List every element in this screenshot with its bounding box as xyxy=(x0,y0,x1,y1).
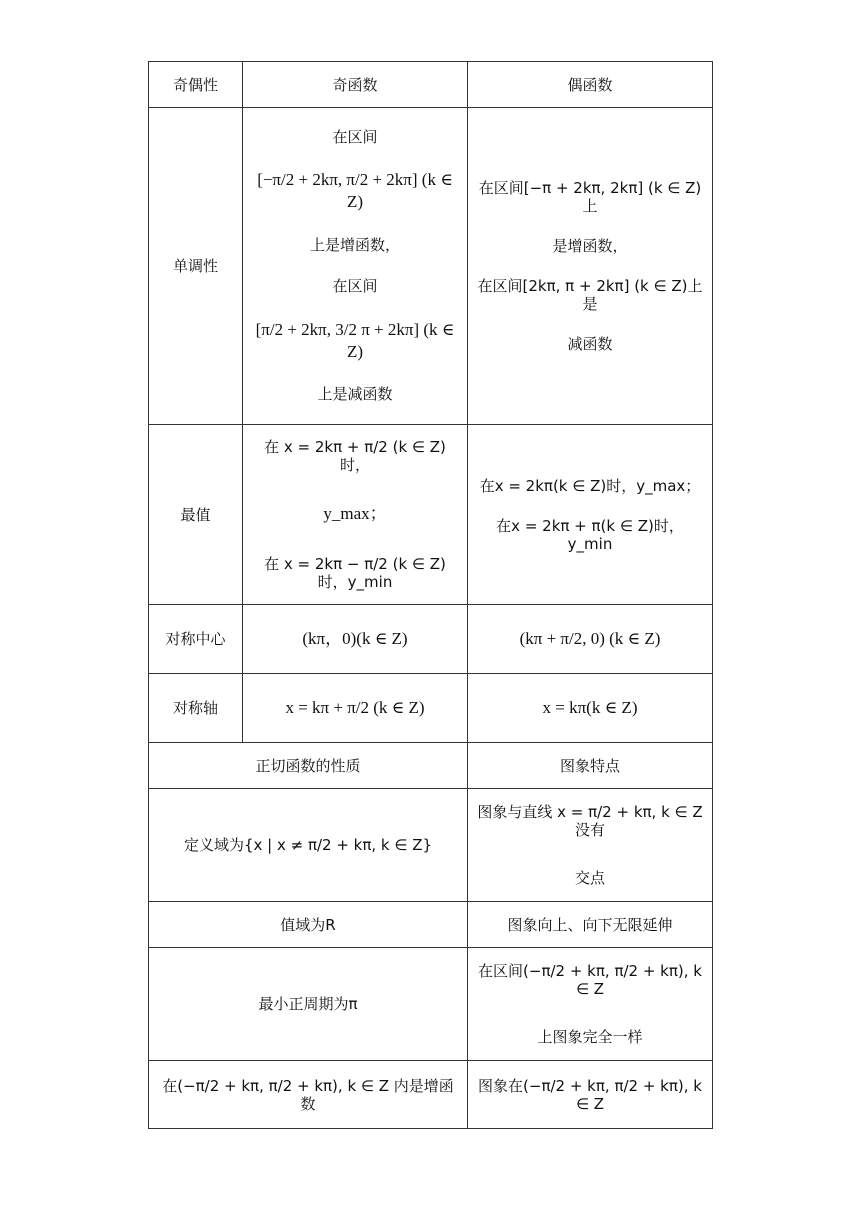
odd-extreme-max: y_max； xyxy=(323,504,387,524)
center-row xyxy=(149,605,713,674)
graph-extends: 图象向上、向下无限延伸 xyxy=(468,902,713,948)
even-mono-line-2: 是增函数， xyxy=(552,237,628,255)
identical-line-2: 上图象完全一样 xyxy=(537,1028,643,1046)
odd-mono-line-6: 上是减函数 xyxy=(317,384,393,403)
even-mono-line-4: 减函数 xyxy=(567,335,613,353)
axis-row xyxy=(149,674,713,743)
graph-features-header: 图象特点 xyxy=(468,743,713,789)
parity-label: 奇偶性 xyxy=(149,62,243,108)
odd-axis: x = kπ + π/2 (k ∈ Z) xyxy=(243,674,468,743)
tangent-header-row xyxy=(149,743,713,789)
even-mono-line-3: 在区间[2kπ, π + 2kπ] (k ∈ Z)上是 xyxy=(477,277,703,313)
center-label: 对称中心 xyxy=(149,605,243,674)
odd-extreme-max-condition: 在 x = 2kπ + π/2 (k ∈ Z) 时， xyxy=(264,438,446,475)
even-function-header: 偶函数 xyxy=(468,62,713,108)
tangent-asymptote-cell xyxy=(468,789,713,902)
parity-row xyxy=(149,62,713,108)
even-extreme-min: 在x = 2kπ + π(k ∈ Z)时，y_min xyxy=(496,516,684,553)
increasing-row xyxy=(149,1061,713,1129)
odd-monotonic-cell xyxy=(243,108,468,425)
tangent-range: 值域为R xyxy=(149,902,468,948)
odd-mono-interval-decreasing: [π/2 + 2kπ, 3/2 π + 2kπ] (k ∈ Z) xyxy=(255,319,455,361)
odd-mono-interval-increasing: [−π/2 + 2kπ, π/2 + 2kπ] (k ∈ Z) xyxy=(257,170,453,212)
tangent-period: 最小正周期为π xyxy=(149,948,468,1061)
odd-extreme-min: 在 x = 2kπ − π/2 (k ∈ Z) 时，y_min xyxy=(264,554,446,591)
tangent-domain: 定义域为{x | x ≠ π/2 + kπ, k ∈ Z} xyxy=(149,789,468,902)
odd-mono-line-4: 在区间 xyxy=(332,277,378,295)
range-row xyxy=(149,902,713,948)
axis-label: 对称轴 xyxy=(149,674,243,743)
even-extreme-max: 在x = 2kπ(k ∈ Z)时，y_max； xyxy=(479,476,701,495)
identical-line-1: 在区间(−π/2 + kπ, π/2 + kπ), k ∈ Z xyxy=(478,962,702,998)
monotonic-label: 单调性 xyxy=(149,108,243,425)
even-extreme-cell xyxy=(468,425,713,605)
extreme-label: 最值 xyxy=(149,425,243,605)
period-row xyxy=(149,948,713,1061)
asymptote-line-2: 交点 xyxy=(574,869,605,887)
even-mono-line-1: 在区间[−π + 2kπ, 2kπ] (k ∈ Z)上 xyxy=(478,179,702,215)
even-center: (kπ + π/2, 0) (k ∈ Z) xyxy=(468,605,713,674)
odd-extreme-cell xyxy=(243,425,468,605)
asymptote-line-1: 图象与直线 x = π/2 + kπ, k ∈ Z 没有 xyxy=(477,803,703,839)
odd-mono-line-3: 上是增函数， xyxy=(309,235,400,254)
tangent-increasing: 在(−π/2 + kπ, π/2 + kπ), k ∈ Z 内是增函数 xyxy=(149,1061,468,1129)
domain-row xyxy=(149,789,713,902)
even-monotonic-cell xyxy=(468,108,713,425)
tangent-properties-header: 正切函数的性质 xyxy=(149,743,468,789)
monotonic-row xyxy=(149,108,713,425)
graph-in-interval: 图象在(−π/2 + kπ, π/2 + kπ), k ∈ Z xyxy=(468,1061,713,1129)
trig-properties-table xyxy=(148,61,713,1129)
odd-center: (kπ，0)(k ∈ Z) xyxy=(243,605,468,674)
odd-function-header: 奇函数 xyxy=(243,62,468,108)
even-axis: x = kπ(k ∈ Z) xyxy=(468,674,713,743)
odd-mono-line-1: 在区间 xyxy=(332,127,378,146)
extreme-row xyxy=(149,425,713,605)
graph-identical-cell xyxy=(468,948,713,1061)
